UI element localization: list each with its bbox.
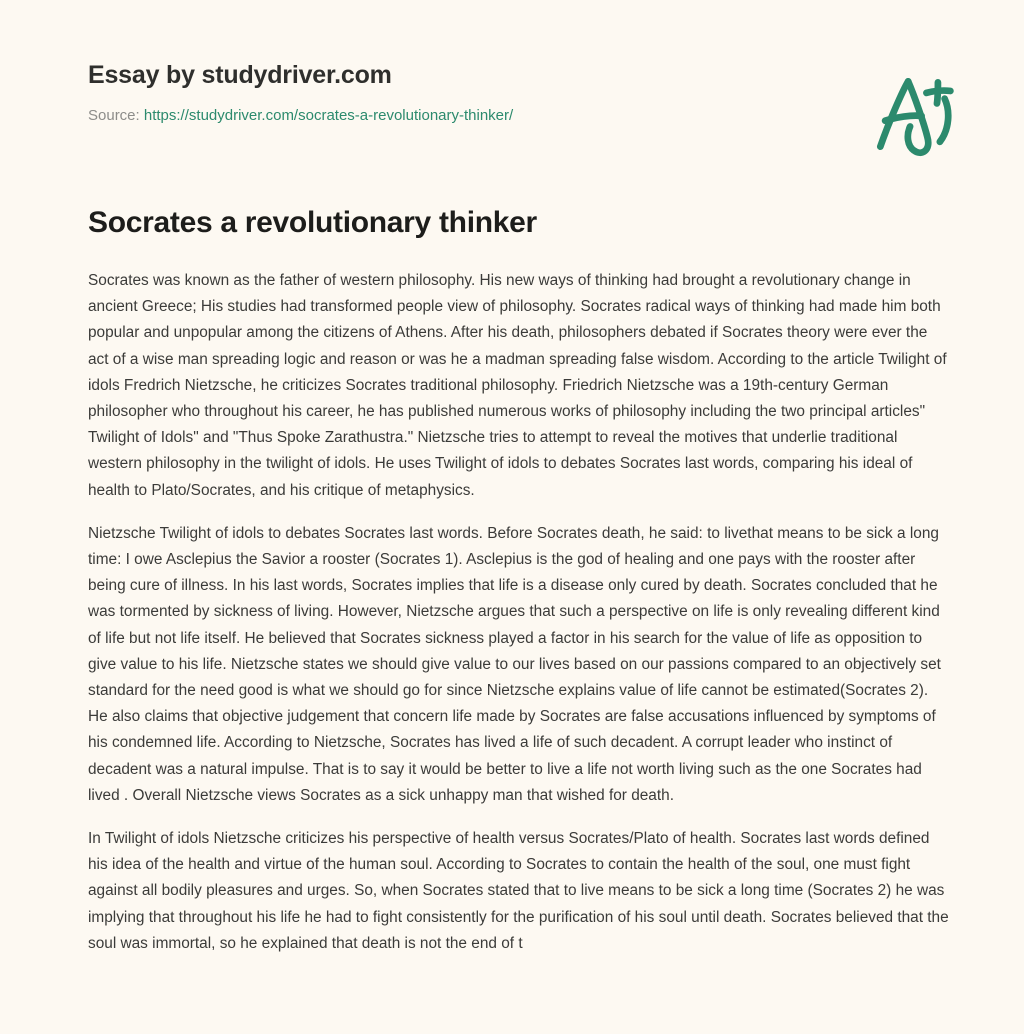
essay-by-heading: Essay by studydriver.com	[88, 61, 392, 89]
article-body	[88, 241, 950, 957]
article-paragraph: Nietzsche Twilight of idols to debates Socrates last words. Before Socrates death, he said: to livethat means to be sick a long time: I owe Asclepius the Savior a rooster (Socrates 1). Asclepius is the god of healing and one pays with the rooster after being cure of illness. In his last words, Socrates implies that life is a disease only cured by death. Socrates concluded that he was tormented by sickness of living. However, Nietzsche argues that such a perspective on life is only revealing different kind of life but not life itself. He believed that Socrates sickness played a factor in his search for the value of life as opposition to give value to his life. Nietzsche states we should give value to our lives based on our passions compared to an objectively set standard for the need good is what we should go for since Nietzsche explains value of life cannot be estimated(Socrates 2). He also claims that objective judgement that concern life made by Socrates are false accusations influenced by symptoms of his condemned life. According to Nietzsche, Socrates has lived a life of such decadent. A corrupt leader who instinct of decadent was a natural impulse. That is to say it would be better to live a life not worth living such as the one Socrates had lived . Overall Nietzsche views Socrates as a sick unhappy man that wished for death.	[88, 524, 941, 804]
source-url-link[interactable]: https://studydriver.com/socrates-a-revolutionary-thinker/	[143, 106, 514, 124]
page-header	[88, 0, 948, 124]
article-paragraph: In Twilight of idols Nietzsche criticizes his perspective of health versus Socrates/Plato of health. Socrates last words defined his idea of the health and virtue of the human soul. According to Socrates to contain the health of the soul, one must fight against all bodily pleasures and urges. So, when Socrates stated that to live means to be sick a long time (Socrates 2) he was implying that throughout his life he had to fight consistently for the purification of his soul until death. Socrates believed that the soul was immortal, so he explained that death is not the end of t	[88, 830, 949, 952]
source-line	[88, 107, 948, 125]
a-plus-logo-icon	[864, 66, 960, 162]
page-title: Socrates a revolutionary thinker	[88, 206, 537, 239]
article-paragraph: Socrates was known as the father of western philosophy. His new ways of thinking had brought a revolutionary change in ancient Greece; His studies had transformed people view of philosophy. Socrates radical ways of thinking had made him both popular and unpopular among the citizens of Athens. After his death, philosophers debated if Socrates theory were ever the act of a wise man spreading logic and reason or was he a madman spreading false wisdom. According to the article Twilight of idols Fredrich Nietzsche, he criticizes Socrates traditional philosophy. Friedrich Nietzsche was a 19th-century German philosopher who throughout his career, he has published numerous works of philosophy including the two principal articles" Twilight of Idols" and "Thus Spoke Zarathustra." Nietzsche tries to attempt to reveal the motives that underlie traditional western philosophy in the twilight of idols. He uses Twilight of idols to debates Socrates last words, comparing his ideal of health to Plato/Socrates, and his critique of metaphysics.	[88, 272, 947, 499]
source-label: Source:	[88, 106, 140, 124]
